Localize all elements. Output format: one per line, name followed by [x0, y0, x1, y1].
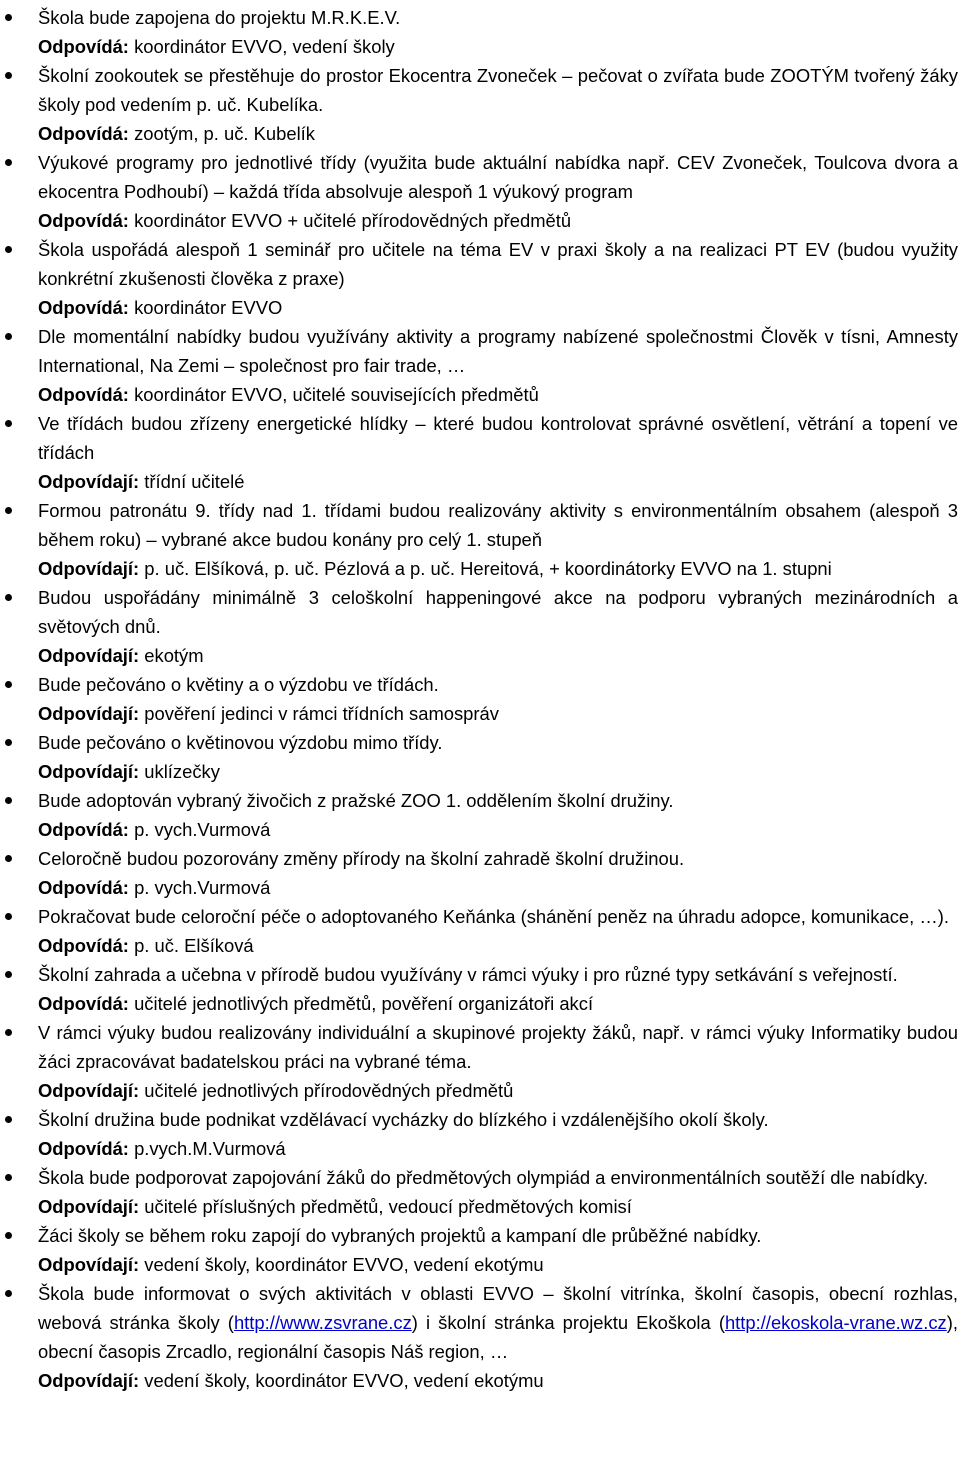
item-text: Budou uspořádány minimálně 3 celoškolní happeningové akce na podporu vybraných mezinárodních a světových dnů.: [38, 587, 958, 637]
responsible-label: Odpovídá:: [38, 1138, 129, 1159]
school-website-link[interactable]: http://www.zsvrane.cz: [233, 1312, 412, 1333]
bullet-icon: [5, 14, 12, 21]
list-item: [0, 960, 960, 1018]
responsible-value: ekotým: [144, 645, 204, 666]
responsible-label: Odpovídají:: [38, 1080, 140, 1101]
responsible-label: Odpovídá:: [38, 993, 129, 1014]
item-text: Školní zookoutek se přestěhuje do prostor Ekocentra Zvoneček – pečovat o zvířata bude ZOOTÝM tvořený žáky školy pod vedením p. uč. Kubelíka.: [38, 65, 958, 115]
bullet-icon: [5, 594, 12, 601]
responsible-label: Odpovídá:: [38, 210, 129, 231]
bullet-icon: [5, 246, 12, 253]
responsible-value: učitelé jednotlivých předmětů, pověření organizátoři akcí: [134, 993, 594, 1014]
responsible-label: Odpovídá:: [38, 36, 129, 57]
bullet-icon: [5, 1232, 12, 1239]
bullet-icon: [5, 1290, 12, 1297]
responsible-value: pověření jedinci v rámci třídních samospráv: [144, 703, 499, 724]
responsible-label: Odpovídají:: [38, 761, 140, 782]
list-item: [0, 1018, 960, 1105]
responsible-label: Odpovídá:: [38, 819, 129, 840]
responsible-line: [38, 293, 958, 322]
item-text: Škola bude zapojena do projektu M.R.K.E.V.: [38, 7, 401, 28]
responsible-line: [38, 1366, 958, 1395]
list-item: [0, 583, 960, 670]
list-item: [0, 322, 960, 409]
list-item: [0, 1279, 960, 1395]
text-segment: ) i školní stránka projektu Ekoškola (: [411, 1312, 725, 1333]
responsible-line: [38, 815, 958, 844]
responsible-label: Odpovídají:: [38, 703, 140, 724]
bullet-icon: [5, 420, 12, 427]
responsible-value: zootým, p. uč. Kubelík: [134, 123, 315, 144]
responsible-value: p. uč. Elšíková, p. uč. Pézlová a p. uč. Hereitová, + koordinátorky EVVO na 1. stupni: [144, 558, 832, 579]
item-text: V rámci výuky budou realizovány individuální a skupinové projekty žáků, např. v rámci výuky Informatiky budou žáci zpracovávat badatelskou práci na vybrané téma.: [38, 1022, 958, 1072]
responsible-label: Odpovídají:: [38, 558, 140, 579]
bullet-icon: [5, 1029, 12, 1036]
text-segment: Škola bude informovat o svých aktivitách v oblasti EVVO – školní vitrínka, školní časopis, obecní rozhlas, webová stránka školy (: [38, 1283, 958, 1333]
responsible-line: [38, 554, 958, 583]
list-item: [0, 409, 960, 496]
item-text: Školní družina bude podnikat vzdělávací vycházky do blízkého i vzdálenějšího okolí školy.: [38, 1109, 769, 1130]
list-item: [0, 235, 960, 322]
responsible-value: vedení školy, koordinátor EVVO, vedení ekotýmu: [144, 1370, 544, 1391]
responsible-value: třídní učitelé: [144, 471, 245, 492]
bullet-icon: [5, 797, 12, 804]
item-text: Ve třídách budou zřízeny energetické hlídky – které budou kontrolovat správné osvětlení, větrání a topení ve třídách: [38, 413, 958, 463]
responsible-line: [38, 1134, 958, 1163]
list-item: [0, 3, 960, 61]
responsible-line: [38, 32, 958, 61]
responsible-value: p.vych.M.Vurmová: [134, 1138, 286, 1159]
responsible-value: koordinátor EVVO, vedení školy: [134, 36, 395, 57]
text-segment: ), obecní časopis Zrcadlo, regionální časopis Náš region, …: [38, 1312, 958, 1362]
responsible-label: Odpovídá:: [38, 297, 129, 318]
item-text: Výukové programy pro jednotlivé třídy (využita bude aktuální nabídka např. CEV Zvoneček, Toulcova dvora a ekocentra Podhoubí) – každá třída absolvuje alespoň 1 výukový program: [38, 152, 958, 202]
list-item: [0, 670, 960, 728]
responsible-value: p. vych.Vurmová: [134, 819, 271, 840]
responsible-value: učitelé příslušných předmětů, vedoucí předmětových komisí: [144, 1196, 632, 1217]
responsible-line: [38, 1250, 958, 1279]
bullet-icon: [5, 681, 12, 688]
item-text: Škola uspořádá alespoň 1 seminář pro učitele na téma EV v praxi školy a na realizaci PT EV (budou využity konkrétní zkušenosti člověka z praxe): [38, 239, 958, 289]
responsible-label: Odpovídají:: [38, 1196, 140, 1217]
list-item: [0, 844, 960, 902]
item-text: Bude pečováno o květiny a o výzdobu ve třídách.: [38, 674, 439, 695]
bullet-icon: [5, 72, 12, 79]
bullet-icon: [5, 1116, 12, 1123]
list-item: [0, 496, 960, 583]
responsible-line: [38, 467, 958, 496]
responsible-line: [38, 699, 958, 728]
responsible-line: [38, 119, 958, 148]
responsible-line: [38, 989, 958, 1018]
bullet-icon: [5, 913, 12, 920]
list-item: [0, 1221, 960, 1279]
responsible-label: Odpovídají:: [38, 1254, 140, 1275]
item-text: Celoročně budou pozorovány změny přírody na školní zahradě školní družinou.: [38, 848, 685, 869]
item-text: Bude adoptován vybraný živočich z pražské ZOO 1. oddělením školní družiny.: [38, 790, 674, 811]
responsible-value: koordinátor EVVO + učitelé přírodovědných předmětů: [134, 210, 572, 231]
list-item: [0, 61, 960, 148]
list-item: [0, 148, 960, 235]
bullet-icon: [5, 507, 12, 514]
responsible-label: Odpovídají:: [38, 471, 140, 492]
bullet-icon: [5, 333, 12, 340]
responsible-line: [38, 380, 958, 409]
responsible-line: [38, 206, 958, 235]
responsible-label: Odpovídá:: [38, 123, 129, 144]
responsible-line: [38, 757, 958, 786]
responsible-label: Odpovídají:: [38, 645, 140, 666]
responsible-value: p. uč. Elšíková: [134, 935, 254, 956]
responsible-value: koordinátor EVVO: [134, 297, 283, 318]
responsible-value: vedení školy, koordinátor EVVO, vedení ekotýmu: [144, 1254, 544, 1275]
list-item: [0, 728, 960, 786]
bullet-list: [0, 3, 960, 1395]
responsible-line: [38, 931, 958, 960]
item-text: Bude pečováno o květinovou výzdobu mimo třídy.: [38, 732, 443, 753]
item-text: [38, 1279, 958, 1366]
bullet-icon: [5, 855, 12, 862]
responsible-label: Odpovídá:: [38, 935, 129, 956]
item-text: Pokračovat bude celoroční péče o adoptovaného Keňánka (shánění peněz na úhradu adopce, komunikace, …).: [38, 906, 949, 927]
list-item: [0, 1105, 960, 1163]
responsible-line: [38, 641, 958, 670]
bullet-icon: [5, 739, 12, 746]
bullet-icon: [5, 971, 12, 978]
bullet-icon: [5, 159, 12, 166]
responsible-label: Odpovídá:: [38, 384, 129, 405]
responsible-label: Odpovídá:: [38, 877, 129, 898]
responsible-line: [38, 873, 958, 902]
bullet-icon: [5, 1174, 12, 1181]
responsible-value: učitelé jednotlivých přírodovědných předmětů: [144, 1080, 514, 1101]
responsible-value: uklízečky: [144, 761, 220, 782]
item-text: Žáci školy se během roku zapojí do vybraných projektů a kampaní dle průběžné nabídky.: [38, 1225, 762, 1246]
item-text: Školní zahrada a učebna v přírodě budou využívány v rámci výuky i pro různé typy setkávání s veřejností.: [38, 964, 898, 985]
item-text: Dle momentální nabídky budou využívány aktivity a programy nabízené společnostmi Člověk v tísni, Amnesty International, Na Zemi – společnost pro fair trade, …: [38, 326, 958, 376]
responsible-value: p. vych.Vurmová: [134, 877, 271, 898]
responsible-line: [38, 1076, 958, 1105]
responsible-value: koordinátor EVVO, učitelé souvisejících předmětů: [134, 384, 539, 405]
item-text: Škola bude podporovat zapojování žáků do předmětových olympiád a environmentálních soutěží dle nabídky.: [38, 1167, 929, 1188]
list-item: [0, 1163, 960, 1221]
responsible-label: Odpovídají:: [38, 1370, 140, 1391]
ekoskola-website-link[interactable]: http://ekoskola-vrane.wz.cz: [724, 1312, 947, 1333]
list-item: [0, 786, 960, 844]
item-text: Formou patronátu 9. třídy nad 1. třídami budou realizovány aktivity s environmentálním obsahem (alespoň 3 během roku) – vybrané akce budou konány pro celý 1. stupeň: [38, 500, 958, 550]
list-item: [0, 902, 960, 960]
responsible-line: [38, 1192, 958, 1221]
